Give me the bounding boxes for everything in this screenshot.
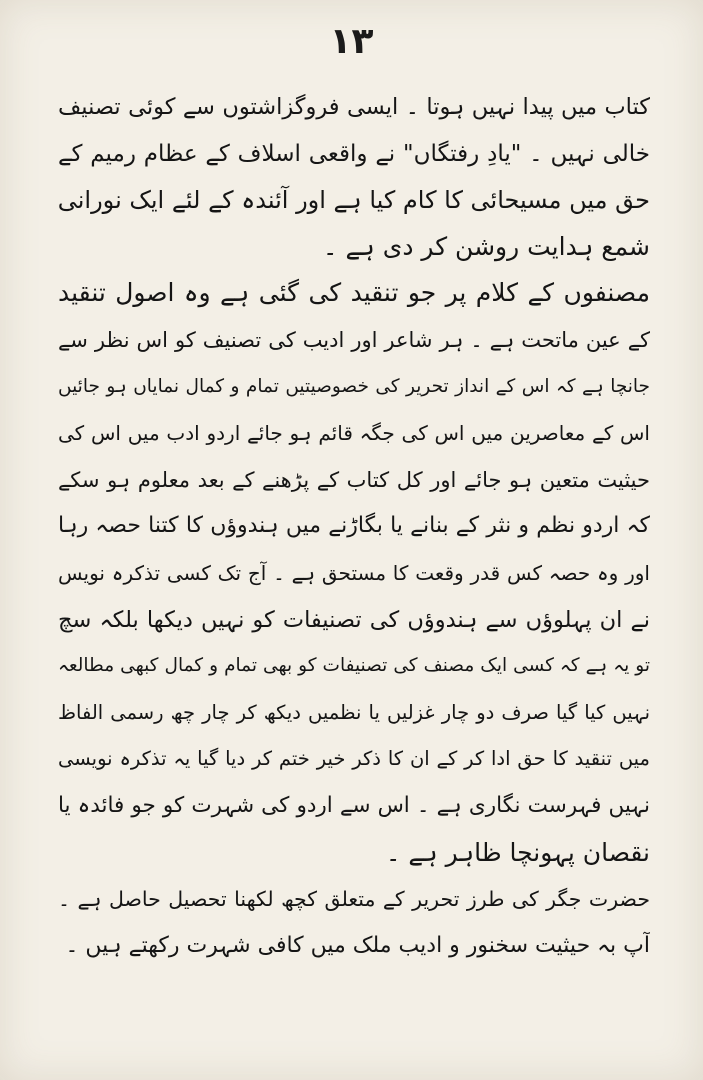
text-line: حیثیت متعین ہو جائے اور کل کتاب کے پڑھنے کے بعد معلوم ہو سکے bbox=[58, 467, 650, 492]
text-line: حضرت جگر کی طرز تحریر کے متعلق کچھ لکھنا تحصیل حاصل ہے ۔ bbox=[58, 887, 650, 912]
text-line: نہیں کیا گیا صرف دو چار غزلیں یا نظمیں دیکھ کر چار چھ رسمی الفاظ bbox=[58, 700, 650, 724]
text-line: نقصان پہونچا ظاہر ہے ۔ bbox=[385, 837, 650, 867]
page-number: ۱۳ bbox=[329, 21, 374, 62]
text-line: حق میں مسیحائی کا کام کیا ہے اور آئندہ کے لئے ایک نورانی bbox=[58, 186, 650, 215]
text-line: نہیں فہرست نگاری ہے ۔ اس سے اردو کی شہرت کو جو فائدہ یا bbox=[58, 792, 650, 818]
text-line: آپ بہ حیثیت سخنور و ادیب ملک میں کافی شہرت رکھتے ہیں ۔ bbox=[65, 932, 650, 958]
text-line: کتاب میں پیدا نہیں ہوتا ۔ ایسی فروگزاشتوں سے کوئی تصنیف bbox=[58, 94, 650, 120]
text-line: نے ان پہلوؤں سے ہندوؤں کی تصنیفات کو نہیں دیکھا بلکہ سچ bbox=[58, 606, 650, 633]
text-line: تو یہ ہے کہ کسی ایک مصنف کی تصنیفات کو بھی تمام و کمال کبھی مطالعہ bbox=[58, 655, 650, 677]
text-line: میں تنقید کا حق ادا کر کے ان کا ذکر خیر ختم کر دیا گیا یہ تذکرہ نویسی bbox=[58, 747, 650, 771]
text-line: اس کے معاصرین میں اس کی جگہ قائم ہو جائے اردو ادب میں اس کی bbox=[58, 421, 650, 446]
body-text bbox=[58, 84, 650, 969]
text-line: مصنفوں کے کلام پر جو تنقید کی گئی ہے وہ اصول تنقید bbox=[58, 278, 650, 308]
text-line: اور وہ حصہ کس قدر وقعت کا مستحق ہے ۔ آج تک کسی تذکرہ نویس bbox=[58, 560, 650, 585]
text-line: کہ اردو نظم و نثر کے بنانے یا بگاڑنے میں ہندوؤں کا کتنا حصہ رہا bbox=[58, 513, 650, 539]
text-line: جانچا ہے کہ اس کے انداز تحریر کی خصوصیتیں تمام و کمال نمایاں ہو جائیں bbox=[58, 375, 650, 397]
text-line: کے عین ماتحت ہے ۔ ہر شاعر اور ادیب کی تصنیف کو اس نظر سے bbox=[58, 327, 650, 352]
text-line: خالی نہیں ۔ "یادِ رفتگاں" نے واقعی اسلاف کے عظام رمیم کے bbox=[58, 140, 650, 167]
text-line: شمع ہدایت روشن کر دی ہے ۔ bbox=[322, 231, 650, 261]
